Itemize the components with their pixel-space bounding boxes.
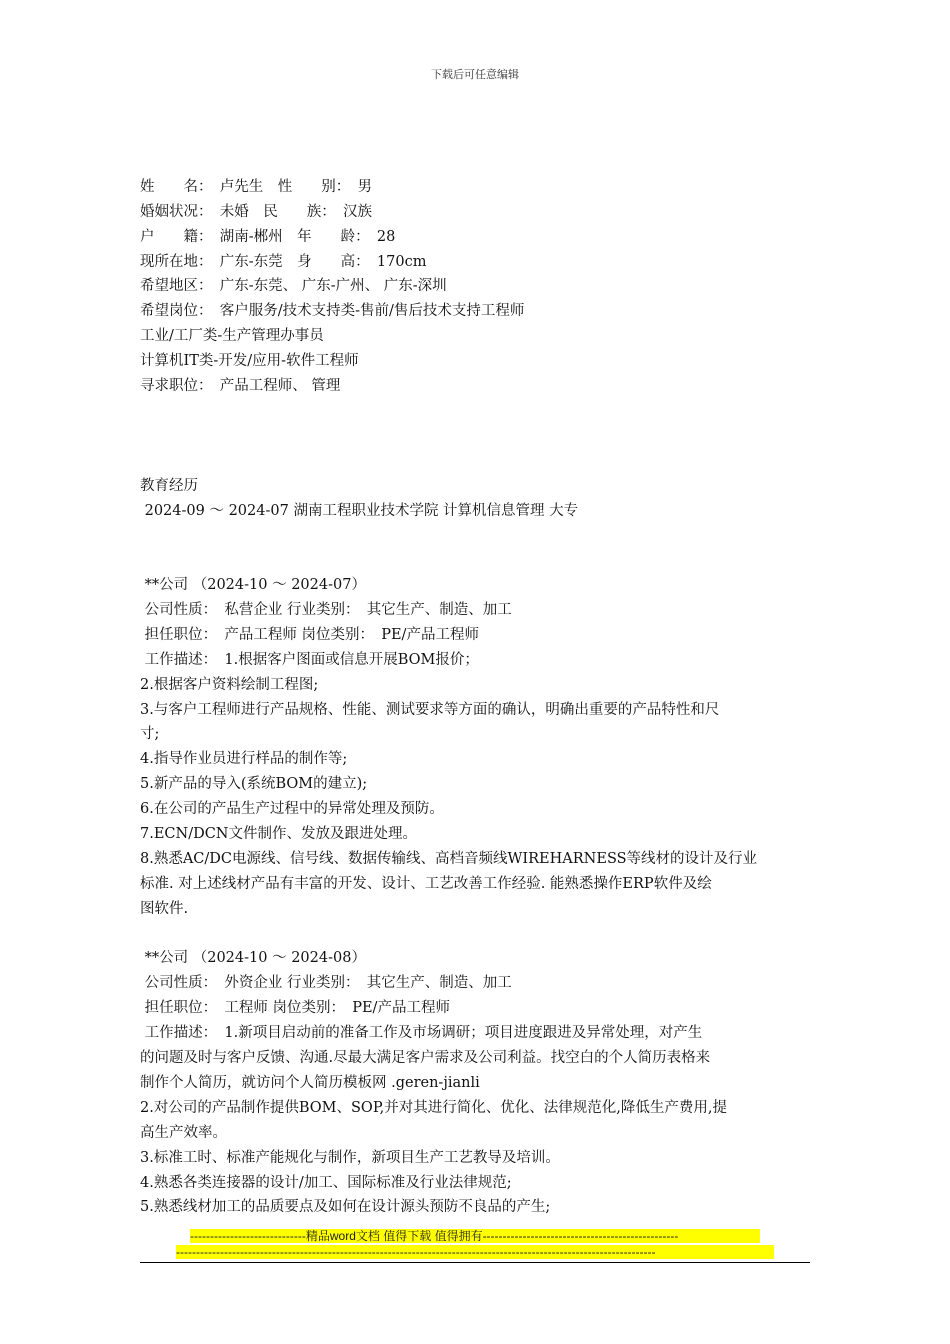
text-line: 教育经历	[140, 478, 198, 494]
text-line: 工作描述： 1.根据客户图面或信息开展BOM报价；	[140, 652, 479, 668]
text-line: 4.熟悉各类连接器的设计/加工、国际标准及行业法律规范;	[140, 1175, 512, 1191]
text-line: 寻求职位： 产品工程师、 管理	[140, 378, 341, 394]
text-line: 5.新产品的导入(系统BOM的建立);	[140, 776, 368, 792]
text-line: 担任职位： 产品工程师 岗位类别： PE/产品工程师	[140, 627, 479, 643]
text-line: 2.对公司的产品制作提供BOM、SOP,并对其进行简化、优化、法律规范化,降低生产费用,提	[140, 1100, 727, 1116]
footer-rule	[140, 1262, 810, 1263]
text-line: 的问题及时与客户反馈、沟通.尽最大满足客户需求及公司利益。找空白的个人简历表格来	[140, 1050, 711, 1066]
text-line: 工业/工厂类-生产管理办事员	[140, 328, 324, 344]
footer-dashes: ------------------------------------------------------------------------------------------------------------------------	[176, 1245, 774, 1259]
text-line: 标准. 对上述线材产品有丰富的开发、设计、工艺改善工作经验. 能熟悉操作ERP软件及绘	[140, 876, 712, 892]
text-line: 担任职位： 工程师 岗位类别： PE/产品工程师	[140, 1000, 450, 1016]
text-line: 计算机IT类-开发/应用-软件工程师	[140, 353, 359, 369]
text-line: 婚姻状况： 未婚 民 族： 汉族	[140, 204, 372, 220]
text-line: 3.与客户工程师进行产品规格、性能、测试要求等方面的确认，明确出重要的产品特性和尺	[140, 702, 720, 718]
text-line: 公司性质： 外资企业 行业类别： 其它生产、制造、加工	[140, 975, 512, 991]
text-line: 高生产效率。	[140, 1125, 227, 1141]
text-line: **公司 （2024-10 ～ 2024-08）	[140, 950, 366, 966]
text-line: 寸;	[140, 726, 160, 742]
text-line: 2024-09 ～ 2024-07 湖南工程职业技术学院 计算机信息管理 大专	[140, 503, 579, 519]
text-line: 姓 名： 卢先生 性 别： 男	[140, 179, 372, 195]
text-line: 8.熟悉AC/DC电源线、信号线、数据传输线、高档音频线WIREHARNESS等线材的设计及行业	[140, 851, 758, 867]
page-header: 下载后可任意编辑	[431, 68, 519, 81]
text-line: 希望岗位： 客户服务/技术支持类-售前/售后技术支持工程师	[140, 303, 525, 319]
text-line: 图软件.	[140, 901, 189, 917]
text-line: **公司 （2024-10 ～ 2024-07）	[140, 577, 366, 593]
text-line: 4.指导作业员进行样品的制作等;	[140, 751, 348, 767]
text-line: 户 籍： 湖南-郴州 年 龄： 28	[140, 229, 396, 245]
text-line: 制作个人简历，就访问个人简历模板网 .geren-jianli	[140, 1075, 480, 1091]
text-line: 希望地区： 广东-东莞、 广东-广州、 广东-深圳	[140, 278, 447, 294]
text-line: 2.根据客户资料绘制工程图;	[140, 677, 319, 693]
text-line: 工作描述： 1.新项目启动前的准备工作及市场调研；项目进度跟进及异常处理，对产生	[140, 1025, 703, 1041]
text-line: 6.在公司的产品生产过程中的异常处理及预防。	[140, 801, 444, 817]
footer-banner: -----------------------------精品word文档 值得下载 值得拥有-------------------------------------------------	[190, 1229, 760, 1243]
text-line: 公司性质： 私营企业 行业类别： 其它生产、制造、加工	[140, 602, 512, 618]
text-line: 7.ECN/DCN文件制作、发放及跟进处理。	[140, 826, 417, 842]
text-line: 3.标准工时、标准产能规化与制作，新项目生产工艺教导及培训。	[140, 1150, 560, 1166]
text-line: 现所在地： 广东-东莞 身 高： 170cm	[140, 254, 427, 270]
text-line: 5.熟悉线材加工的品质要点及如何在设计源头预防不良品的产生;	[140, 1199, 551, 1215]
